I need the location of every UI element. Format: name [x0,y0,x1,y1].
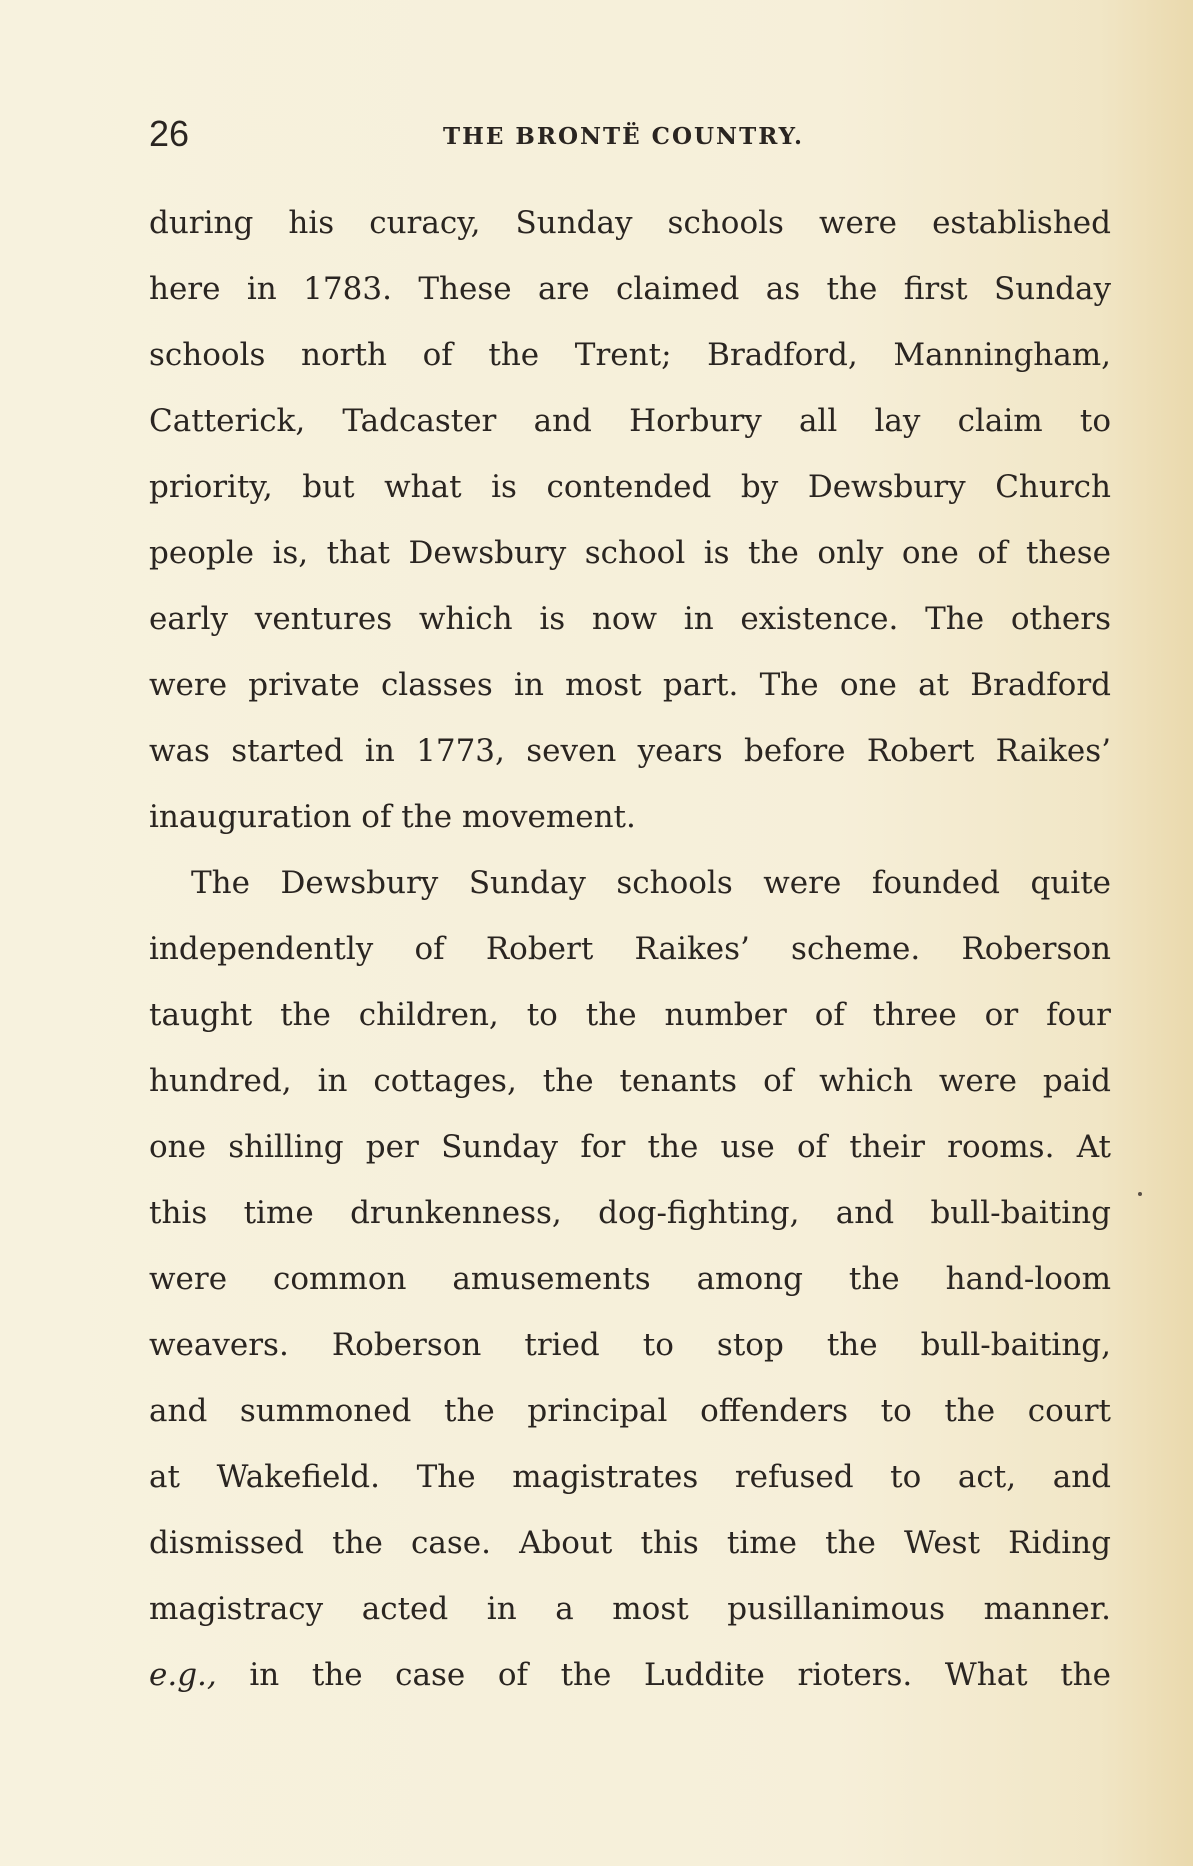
text-line: were private classes in most part. The one at Bradford [149,667,1111,703]
text-line: hundred, in cottages, the tenants of which were paid [149,1063,1111,1099]
text-line: taught the children, to the number of three or four [149,997,1111,1033]
text-line: were common amusements among the hand-loom [149,1261,1111,1297]
last-text-line [149,1642,1111,1708]
text-line: schools north of the Trent; Bradford, Manningham, [149,337,1111,373]
text-line: priority, but what is contended by Dewsbury Church [149,469,1111,505]
text-line: was started in 1773, seven years before Robert Raikes’ [149,733,1111,769]
paragraph-end-line: inauguration of the movement. [149,799,636,835]
text-line: people is, that Dewsbury school is the only one of these [149,535,1111,571]
paragraph-start-line: The Dewsbury Sunday schools were founded quite [191,865,1111,901]
text-line: weavers. Roberson tried to stop the bull-baiting, [149,1327,1111,1363]
text-line: and summoned the principal offenders to the court [149,1393,1111,1429]
text-line: this time drunkenness, dog-fighting, and bull-baiting [149,1195,1111,1231]
text-line: magistracy acted in a most pusillanimous manner. [149,1591,1111,1627]
text-line: at Wakefield. The magistrates refused to act, and [149,1459,1111,1495]
text-line: dismissed the case. About this time the West Riding [149,1525,1111,1561]
text-line: early ventures which is now in existence. The others [149,601,1111,637]
margin-speck [1138,1192,1142,1196]
page-number: 26 [149,113,190,154]
italic-abbreviation: e.g., [149,1657,217,1693]
text-line: Catterick, Tadcaster and Horbury all lay claim to [149,403,1111,439]
body-text [149,190,1111,1708]
text-line: independently of Robert Raikes’ scheme. Roberson [149,931,1111,967]
text-line: during his curacy, Sunday schools were established [149,205,1111,241]
running-head [149,113,1111,163]
text-line: here in 1783. These are claimed as the first Sunday [149,271,1111,307]
running-title: THE BRONTË COUNTRY. [443,123,805,150]
text-line: one shilling per Sunday for the use of their rooms. At [149,1129,1111,1165]
last-line-text: in the case of the Luddite rioters. What the [216,1657,1111,1693]
